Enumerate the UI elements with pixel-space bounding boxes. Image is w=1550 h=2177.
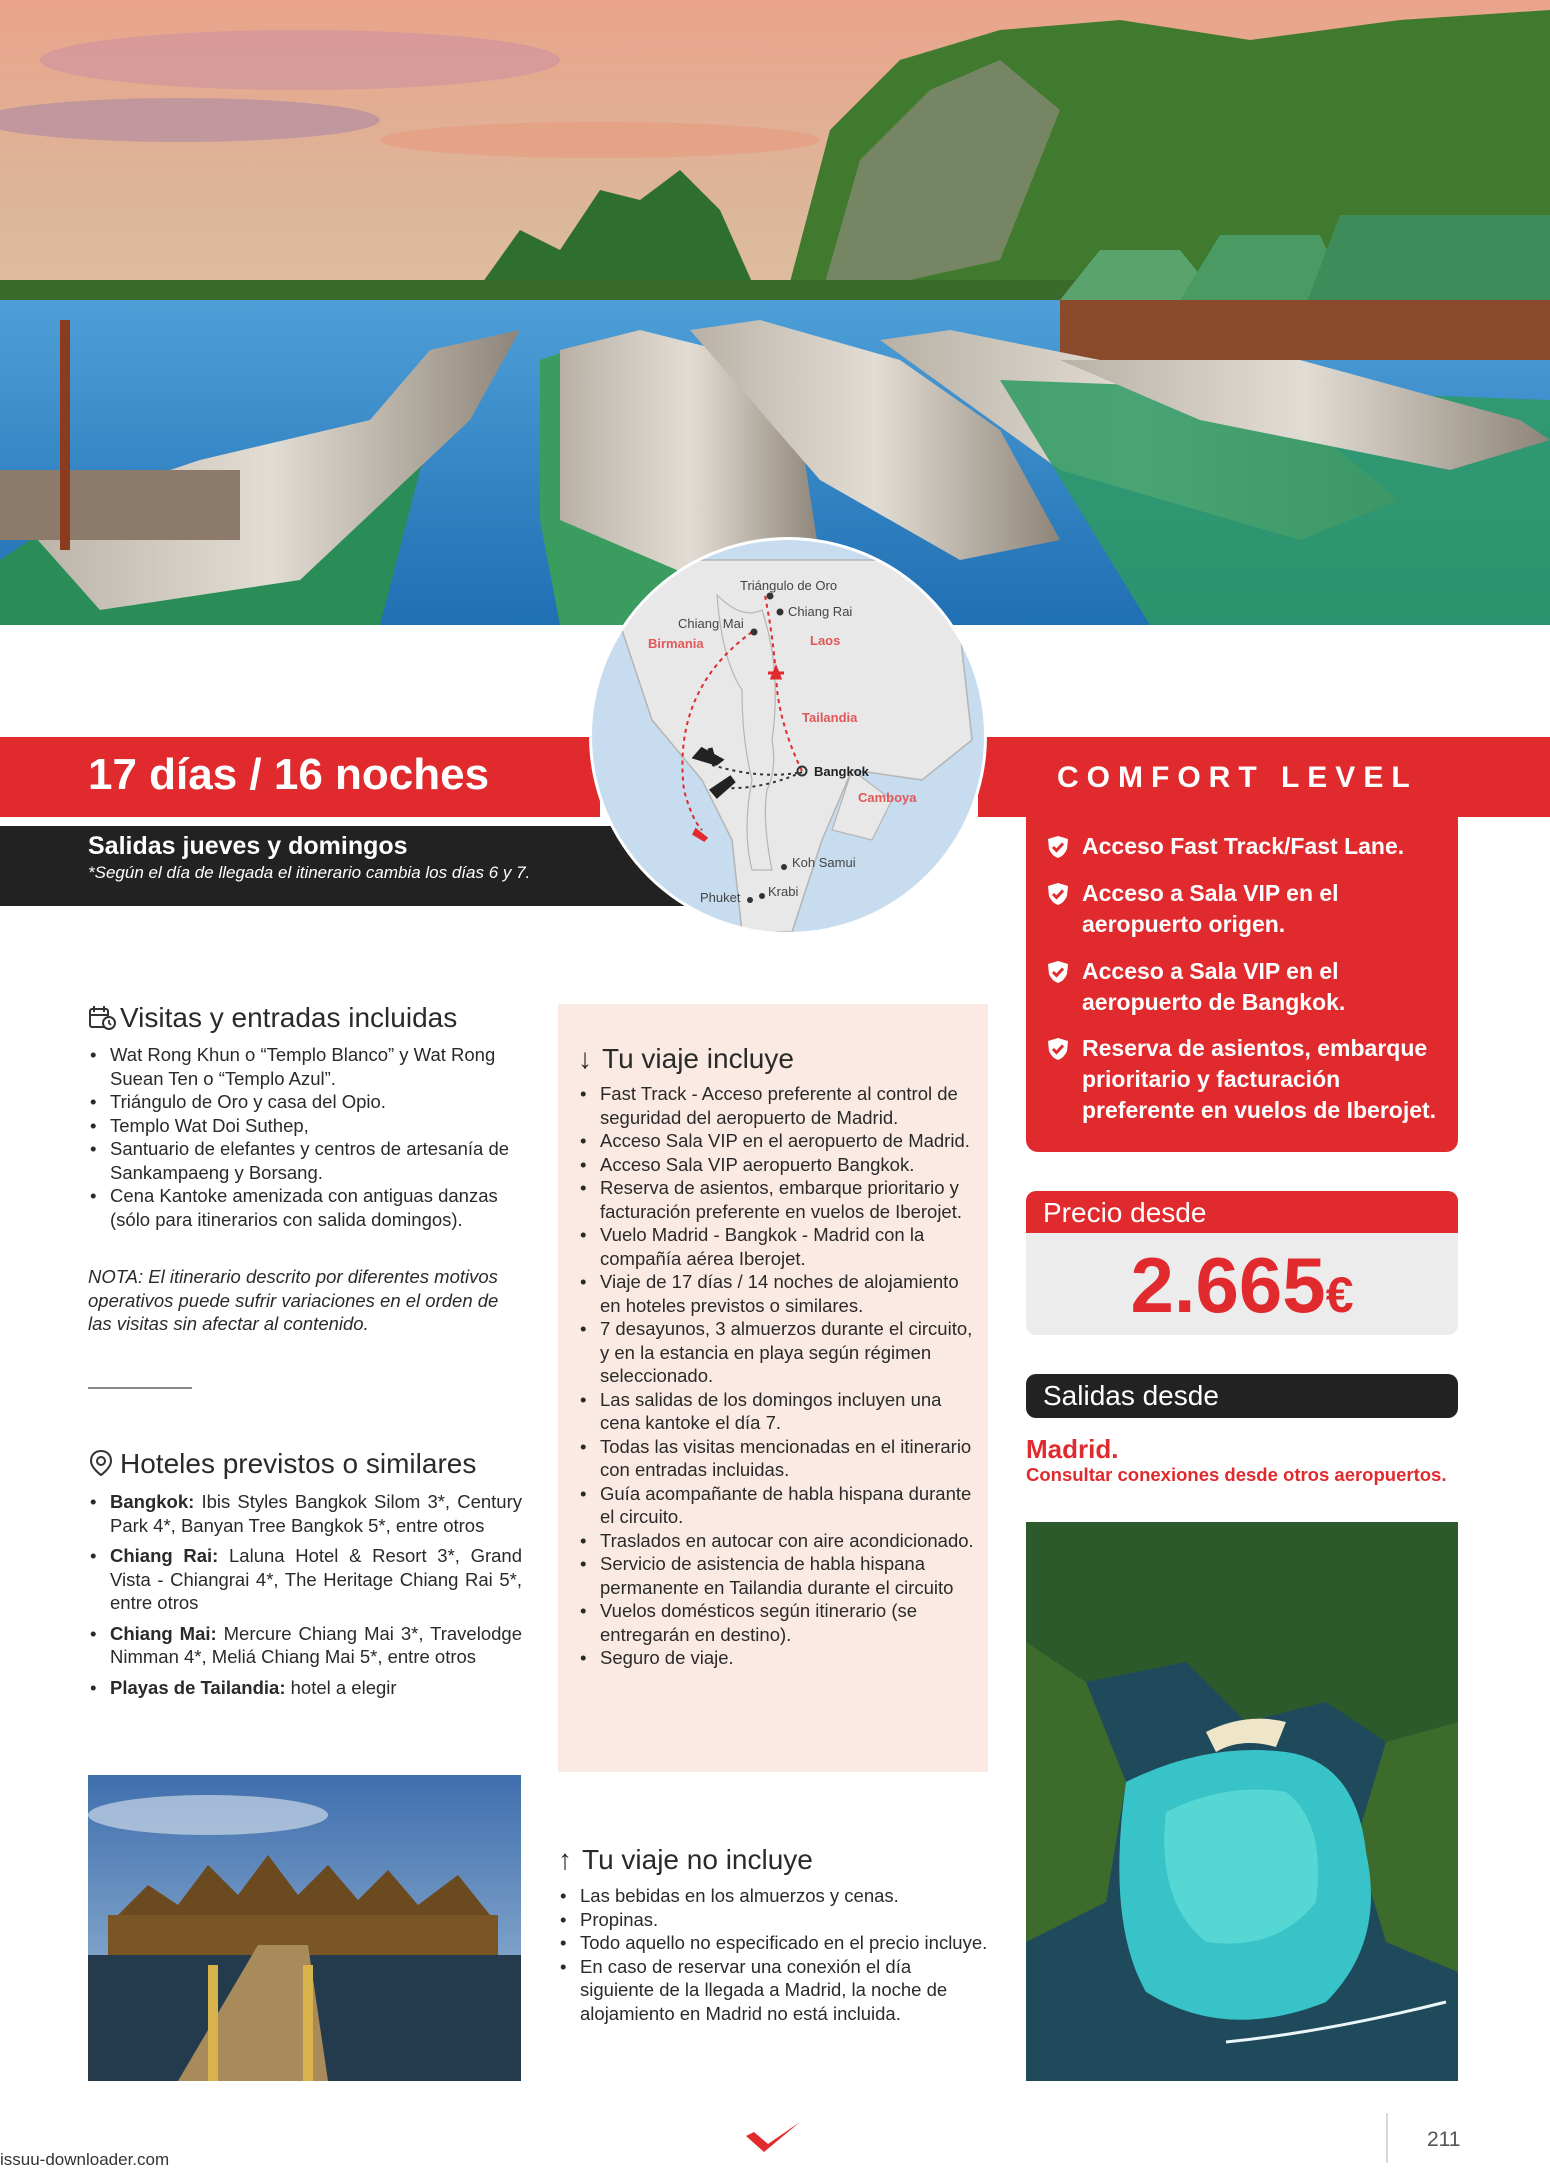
comfort-item-label: Acceso a Sala VIP en el aeropuerto de Bangkok. <box>1082 958 1346 1015</box>
list-item: • Vuelos domésticos según itinerario (se entregarán en destino). <box>578 1599 982 1646</box>
hero-photo <box>0 0 1550 625</box>
hotel-item <box>88 1490 522 1537</box>
list-item: • Santuario de elefantes y centros de artesanía de Sankampaeng y Borsang. <box>88 1137 520 1184</box>
hotel-names: Mercure Chiang Mai 3*, Travelodge Nimman 4*, Meliá Chiang Mai 5*, entre otros <box>110 1622 522 1667</box>
incluye-title <box>578 1043 794 1075</box>
list-item: • Guía acompañante de habla hispana durante el circuito. <box>578 1482 982 1529</box>
map-label-camboya: Camboya <box>858 790 917 805</box>
map-label-birmania: Birmania <box>648 636 704 651</box>
list-item: • Las salidas de los domingos incluyen una cena kantoke el día 7. <box>578 1388 982 1435</box>
hotel-place: Chiang Rai: <box>110 1545 219 1566</box>
visitas-title <box>88 1002 457 1034</box>
salidas-note: Consultar conexiones desde otros aeropuertos. <box>1026 1464 1447 1485</box>
list-item: • Servicio de asistencia de habla hispana permanente en Tailandia durante el circuito <box>578 1552 982 1599</box>
map-label-phuket: Phuket <box>700 890 741 905</box>
list-item: • Vuelo Madrid - Bangkok - Madrid con la compañía aérea Iberojet. <box>578 1223 982 1270</box>
footer-divider <box>1386 2113 1388 2163</box>
comfort-item <box>1046 878 1456 940</box>
hoteles-list <box>88 1490 522 1706</box>
hotel-place: Bangkok: <box>110 1491 195 1512</box>
comfort-item-label: Reserva de asientos, embarque prioritario y facturación preferente en vuelos de Iberojet. <box>1082 1035 1437 1123</box>
list-item: • Acceso Sala VIP aeropuerto Bangkok. <box>578 1153 982 1177</box>
shield-check-icon <box>1046 960 1070 984</box>
divider <box>88 1387 192 1389</box>
bay-photo <box>1026 1522 1458 2081</box>
list-item: • Seguro de viaje. <box>578 1646 982 1670</box>
no-incluye-title-label: Tu viaje no incluye <box>582 1844 813 1875</box>
visitas-title-label: Visitas y entradas incluidas <box>120 1002 458 1033</box>
hotel-names: Ibis Styles Bangkok Silom 3*, Century Park 4*, Banyan Tree Bangkok 5*, entre otros <box>110 1491 522 1536</box>
list-item: • Fast Track - Acceso preferente al control de seguridad del aeropuerto de Madrid. <box>578 1082 982 1129</box>
map-label-koh-samui: Koh Samui <box>792 855 856 870</box>
no-incluye-list <box>558 1884 988 2025</box>
brand-logo-icon <box>742 2118 804 2158</box>
shield-check-icon <box>1046 882 1070 906</box>
list-item: • Las bebidas en los almuerzos y cenas. <box>558 1884 988 1908</box>
duration-title: 17 días / 16 noches <box>88 750 490 799</box>
comfort-item-label: Acceso a Sala VIP en el aeropuerto origen. <box>1082 880 1339 937</box>
ticket-icon <box>88 1004 116 1030</box>
list-item: • Viaje de 17 días / 14 noches de alojamiento en hoteles previstos o similares. <box>578 1270 982 1317</box>
visitas-list <box>88 1043 520 1231</box>
shield-check-icon <box>1046 835 1070 859</box>
location-pin-icon <box>88 1449 114 1477</box>
price-label: Precio desde <box>1043 1197 1207 1228</box>
list-item: • Cena Kantoke amenizada con antiguas danzas (sólo para itinerarios con salida domingos). <box>88 1184 520 1231</box>
list-item: • Triángulo de Oro y casa del Opio. <box>88 1090 520 1114</box>
itinerary-note: NOTA: El itinerario descrito por diferentes motivos operativos puede sufrir variaciones en el orden de las visitas sin afectar al contenido. <box>88 1266 499 1334</box>
comfort-item <box>1046 956 1456 1018</box>
page-number: 211 <box>1427 2128 1461 2151</box>
temple-photo <box>88 1775 521 2081</box>
comfort-item-label: Acceso Fast Track/Fast Lane. <box>1082 833 1405 859</box>
map-label-laos: Laos <box>810 633 841 648</box>
hotel-names: hotel a elegir <box>285 1676 397 1698</box>
hotel-place: Chiang Mai: <box>110 1622 217 1644</box>
hotel-item <box>88 1676 522 1700</box>
list-item: • Traslados en autocar con aire acondicionado. <box>578 1529 982 1553</box>
map-label-chiang-mai: Chiang Mai <box>678 616 744 631</box>
salidas-label: Salidas desde <box>1043 1380 1219 1411</box>
comfort-item <box>1046 1033 1456 1126</box>
map-label-triangulo: Triángulo de Oro <box>740 578 838 593</box>
hotel-item <box>88 1544 522 1615</box>
arrow-up-icon: ↑ <box>558 1844 572 1875</box>
incluye-list <box>578 1082 982 1670</box>
shield-check-icon <box>1046 1037 1070 1061</box>
comfort-title: COMFORT LEVEL <box>1057 761 1418 794</box>
watermark: issuu-downloader.com <box>0 2150 170 2169</box>
hoteles-title-label: Hoteles previstos o similares <box>120 1448 477 1479</box>
no-incluye-title <box>558 1844 813 1876</box>
map-label-chiang-rai: Chiang Rai <box>788 604 853 619</box>
map-label-bangkok: Bangkok <box>814 764 869 779</box>
price-value <box>1026 1240 1458 1331</box>
price-amount: 2.665 <box>1130 1241 1326 1329</box>
route-map <box>592 540 984 932</box>
hotel-names: Laluna Hotel & Resort 3*, Grand Vista - Chiangrai 4*, The Heritage Chiang Rai 5*, entre otros <box>110 1545 522 1613</box>
list-item: • Wat Rong Khun o “Templo Blanco” y Wat Rong Suean Ten o “Templo Azul”. <box>88 1043 520 1090</box>
map-label-tailandia: Tailandia <box>802 710 858 725</box>
list-item: • 7 desayunos, 3 almuerzos durante el circuito, y en la estancia en playa según régimen seleccionado. <box>578 1317 982 1388</box>
hotel-item <box>88 1622 522 1669</box>
departures-title: Salidas jueves y domingos <box>88 832 408 860</box>
list-item: • Acceso Sala VIP en el aeropuerto de Madrid. <box>578 1129 982 1153</box>
list-item: • Templo Wat Doi Suthep, <box>88 1114 520 1138</box>
list-item: • Todas las visitas mencionadas en el itinerario con entradas incluidas. <box>578 1435 982 1482</box>
salidas-city: Madrid. <box>1026 1434 1119 1464</box>
list-item: • Reserva de asientos, embarque prioritario y facturación preferente en vuelos de Iberojet. <box>578 1176 982 1223</box>
map-label-krabi: Krabi <box>768 884 799 899</box>
arrow-down-icon: ↓ <box>578 1043 592 1074</box>
list-item: • Todo aquello no especificado en el precio incluye. <box>558 1931 988 1955</box>
departures-note: *Según el día de llegada el itinerario cambia los días 6 y 7. <box>88 863 531 882</box>
comfort-item <box>1046 831 1456 862</box>
list-item: • En caso de reservar una conexión el día siguiente de la llegada a Madrid, la noche de alojamiento en Madrid no está incluida. <box>558 1955 988 2026</box>
list-item: • Propinas. <box>558 1908 988 1932</box>
hoteles-title <box>88 1448 476 1480</box>
hotel-place: Playas de Tailandia: <box>110 1676 286 1698</box>
incluye-title-label: Tu viaje incluye <box>602 1043 794 1074</box>
price-currency: € <box>1325 1267 1354 1323</box>
